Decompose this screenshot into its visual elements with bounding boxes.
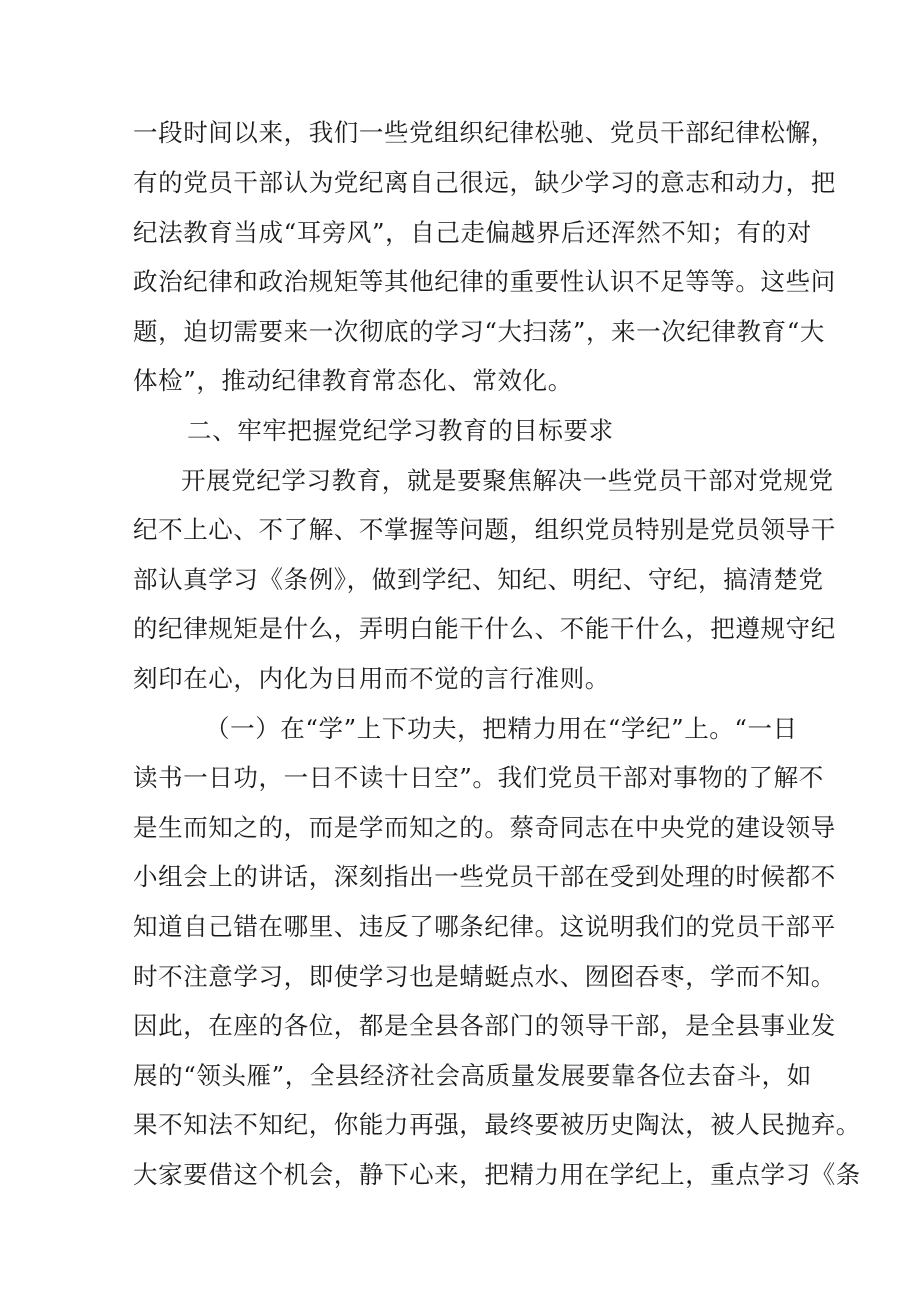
paragraph-line: 知道自己错在哪里、违反了哪条纪律。这说明我们的党员干部平	[133, 912, 836, 941]
paragraph-line: 纪法教育当成“耳旁风”，自己走偏越界后还浑然不知；有的对	[133, 218, 812, 247]
subsection-heading: （一）在“学”上下功夫，把精力用在“学纪”上。“一日	[205, 714, 798, 743]
section-heading: 二、牢牢把握党纪学习教育的目标要求	[187, 416, 614, 445]
paragraph-line: 一段时间以来，我们一些党组织纪律松驰、党员干部纪律松懈，	[133, 118, 836, 147]
paragraph-line: 体检”，推动纪律教育常态化、常效化。	[133, 366, 573, 395]
paragraph-line: 果不知法不知纪，你能力再强，最终要被历史陶汰，被人民抛弃。	[133, 1110, 861, 1139]
paragraph-line: 是生而知之的，而是学而知之的。蔡奇同志在中央党的建设领导	[133, 813, 836, 842]
paragraph-line: 因此，在座的各位，都是全县各部门的领导干部，是全县事业发	[133, 1011, 836, 1040]
paragraph-line: 大家要借这个机会，静下心来，把精力用在学纪上，重点学习《条	[133, 1160, 861, 1189]
paragraph-line: 刻印在心，内化为日用而不觉的言行准则。	[133, 664, 610, 693]
paragraph-line: 读书一日功，一日不读十日空”。我们党员干部对事物的了解不	[133, 763, 824, 792]
paragraph-line: 部认真学习《条例》，做到学纪、知纪、明纪、守纪，搞清楚党	[133, 565, 824, 594]
paragraph-line: 小组会上的讲话，深刻指出一些党员干部在受到处理的时候都不	[133, 862, 836, 891]
paragraph-line: 有的党员干部认为党纪离自己很远，缺少学习的意志和动力，把	[133, 168, 836, 197]
paragraph-line: 政治纪律和政治规矩等其他纪律的重要性认识不足等等。这些问	[133, 267, 836, 296]
paragraph-line: 纪不上心、不了解、不掌握等问题，组织党员特别是党员领导干	[133, 515, 836, 544]
paragraph-line: 开展党纪学习教育，就是要聚焦解决一些党员干部对党规党	[181, 466, 834, 495]
paragraph-line: 展的“领头雁”，全县经济社会高质量发展要靠各位去奋斗，如	[133, 1061, 812, 1090]
paragraph-line: 时不注意学习，即使学习也是蜻蜓点水、囫囵吞枣，学而不知。	[133, 962, 836, 991]
paragraph-line: 的纪律规矩是什么，弄明白能干什么、不能干什么，把遵规守纪	[133, 614, 836, 643]
paragraph-line: 题，迫切需要来一次彻底的学习“大扫荡”，来一次纪律教育“大	[133, 317, 825, 346]
